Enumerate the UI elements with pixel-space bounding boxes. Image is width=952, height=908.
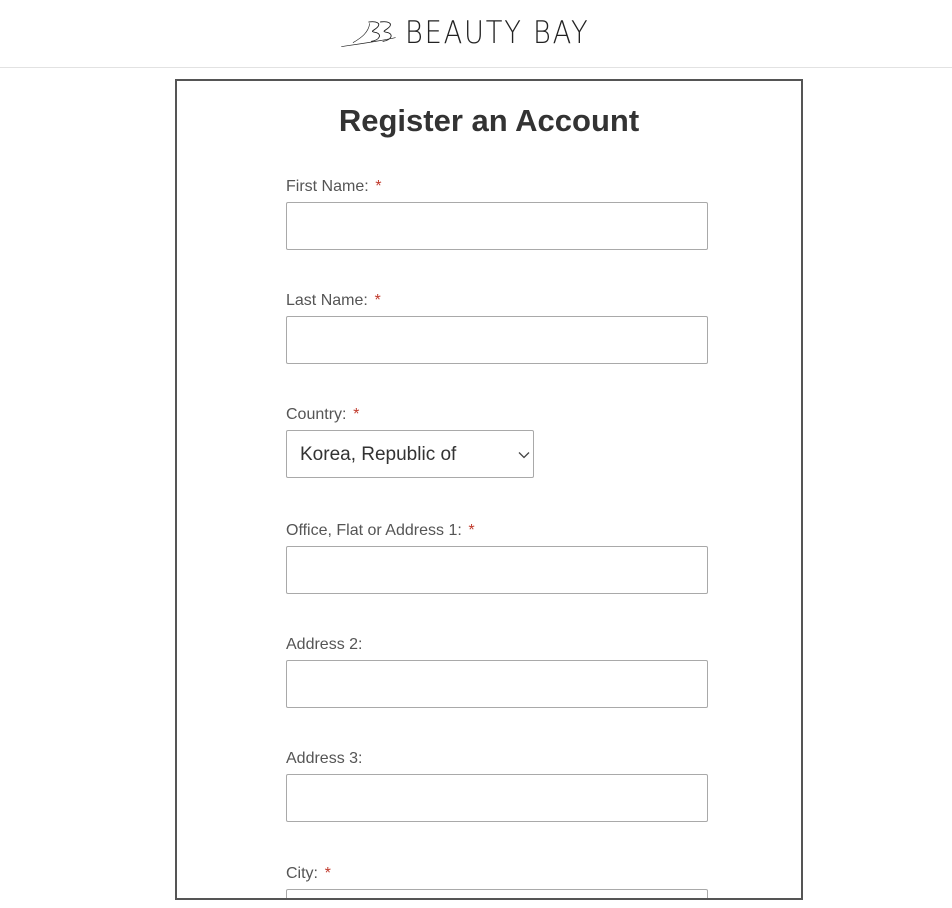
required-marker: * [374, 178, 381, 195]
first-name-field [286, 177, 381, 197]
address2-label: Address 2: [286, 636, 363, 653]
logo-wordmark: BEAUTY BAY [405, 14, 590, 51]
last-name-field [286, 291, 380, 311]
country-label: Country: * [286, 406, 359, 423]
chevron-down-icon [517, 448, 531, 462]
country-field [286, 405, 457, 465]
country-select-value: Korea, Republic of [300, 444, 457, 465]
beauty-bay-monogram-icon [340, 10, 399, 56]
city-input[interactable] [286, 889, 708, 900]
last-name-input[interactable] [286, 316, 708, 364]
register-panel [175, 79, 803, 900]
address3-label: Address 3: [286, 750, 363, 767]
last-name-label: Last Name: * [286, 292, 381, 309]
first-name-input[interactable] [286, 202, 708, 250]
address1-label: Office, Flat or Address 1: * [286, 522, 475, 539]
beauty-bay-logo[interactable] [340, 8, 615, 58]
first-name-label: First Name: * [286, 178, 381, 195]
site-header [0, 0, 952, 68]
address3-input[interactable] [286, 774, 708, 822]
city-field [286, 864, 330, 884]
address2-field [286, 635, 362, 655]
required-marker: * [373, 292, 381, 309]
address1-input[interactable] [286, 546, 708, 594]
required-marker: * [467, 522, 475, 539]
address1-field [286, 521, 474, 541]
required-marker: * [324, 865, 331, 882]
required-marker: * [352, 406, 359, 423]
address3-field [286, 749, 362, 769]
address2-input[interactable] [286, 660, 708, 708]
page-title: Register an Account [338, 103, 640, 138]
city-label: City: * [286, 865, 331, 882]
country-select[interactable] [286, 430, 534, 478]
